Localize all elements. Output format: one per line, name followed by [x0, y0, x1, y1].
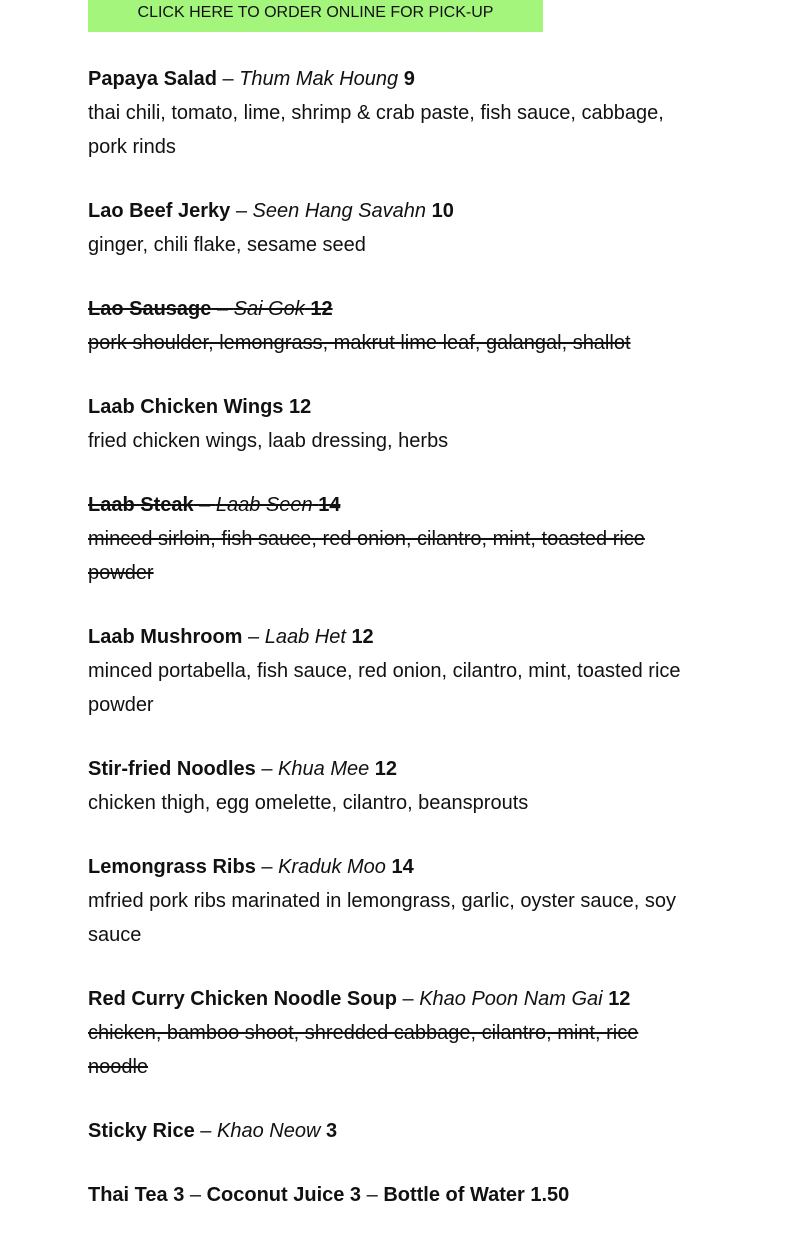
item-price: 12 [374, 758, 398, 780]
separator: – [255, 856, 279, 878]
menu-item-lemongrass-ribs [88, 850, 688, 952]
menu-item-laab-steak [88, 488, 688, 590]
menu-item-title [88, 194, 688, 228]
item-lao-name: Seen Hang Savahn [252, 200, 427, 222]
item-price: 3 [325, 1120, 338, 1142]
item-name: Red Curry Chicken Noodle Soup [88, 988, 397, 1010]
drink-thai-tea: Thai Tea 3 [88, 1184, 185, 1206]
menu-item-title [88, 620, 688, 654]
separator: – [211, 298, 234, 320]
item-name: Lemongrass Ribs [88, 856, 256, 878]
separator: – [230, 200, 253, 222]
item-price: 9 [403, 68, 415, 90]
item-description: pork shoulder, lemongrass, makrut lime leaf, galangal, shallot [88, 332, 631, 354]
drinks-line [88, 1178, 688, 1212]
menu-item-title [88, 752, 688, 786]
menu-item-lao-beef-jerky [88, 194, 688, 262]
menu-item-sticky-rice [88, 1114, 688, 1148]
separator: – [184, 1184, 207, 1206]
item-description: chicken thigh, egg omelette, cilantro, beansprouts [88, 792, 529, 814]
menu-item-red-curry-chicken-noodle-soup [88, 982, 688, 1084]
item-price: 12 [310, 298, 333, 320]
separator: – [396, 988, 420, 1010]
item-name: Laab Mushroom [88, 626, 243, 648]
menu-item-lao-sausage [88, 292, 688, 360]
item-lao-name: Laab Seen [215, 494, 313, 516]
item-lao-name: Khua Mee [278, 758, 370, 780]
drink-coconut-juice: Coconut Juice 3 [206, 1184, 362, 1206]
separator: – [361, 1184, 384, 1206]
item-lao-name: Kraduk Moo [278, 856, 386, 878]
item-lao-name: Khao Neow [216, 1120, 321, 1142]
item-lao-name: Khao Poon Nam Gai [419, 988, 603, 1010]
menu-item-title [88, 1114, 688, 1148]
menu-item-title [88, 982, 688, 1016]
menu-item-stir-fried-noodles [88, 752, 688, 820]
menu-item-title [88, 292, 688, 326]
item-name: Lao Sausage [88, 298, 212, 320]
item-description: fried chicken wings, laab dressing, herbs [88, 430, 449, 452]
menu-item-title [88, 488, 688, 522]
item-price: 12 [288, 396, 312, 418]
item-price: 12 [351, 626, 374, 648]
menu-item-papaya-salad [88, 62, 688, 164]
menu-item-title [88, 62, 688, 96]
item-name: Sticky Rice [88, 1120, 195, 1142]
item-name: Stir-fried Noodles [88, 758, 256, 780]
item-name: Papaya Salad [88, 68, 217, 90]
item-price: 14 [318, 494, 341, 516]
item-description: mfried pork ribs marinated in lemongrass, garlic, oyster sauce, soy sauce [88, 890, 677, 946]
item-price: 12 [608, 988, 631, 1010]
item-description: thai chili, tomato, lime, shrimp & crab paste, fish sauce, cabbage, pork rinds [88, 102, 664, 158]
item-lao-name: Thum Mak Houng [239, 68, 399, 90]
item-description: chicken, bamboo shoot, shredded cabbage, cilantro, mint, rice noodle [88, 1022, 639, 1078]
menu-item-title [88, 390, 688, 424]
menu-item-laab-chicken-wings [88, 390, 688, 458]
item-description: minced portabella, fish sauce, red onion, cilantro, mint, toasted rice powder [88, 660, 681, 716]
order-online-button[interactable] [88, 0, 543, 32]
menu-item-title [88, 850, 688, 884]
separator: – [193, 494, 216, 516]
drink-bottle-of-water: Bottle of Water 1.50 [383, 1184, 570, 1206]
separator: – [242, 626, 265, 648]
separator: – [194, 1120, 217, 1142]
item-lao-name: Laab Het [264, 626, 346, 648]
item-price: 14 [391, 856, 414, 878]
separator: – [255, 758, 279, 780]
separator: – [216, 68, 240, 90]
order-online-label: CLICK HERE TO ORDER ONLINE FOR PICK-UP [137, 4, 494, 21]
item-lao-name: Sai Gok [233, 298, 305, 320]
item-name: Laab Steak [88, 494, 194, 516]
item-name: Lao Beef Jerky [88, 200, 231, 222]
item-name: Laab Chicken Wings [88, 396, 284, 418]
menu-list [88, 62, 688, 1212]
item-price: 10 [431, 200, 454, 222]
item-description: ginger, chili flake, sesame seed [88, 234, 366, 256]
item-description: minced sirloin, fish sauce, red onion, cilantro, mint, toasted rice powder [88, 528, 645, 584]
menu-item-laab-mushroom [88, 620, 688, 722]
